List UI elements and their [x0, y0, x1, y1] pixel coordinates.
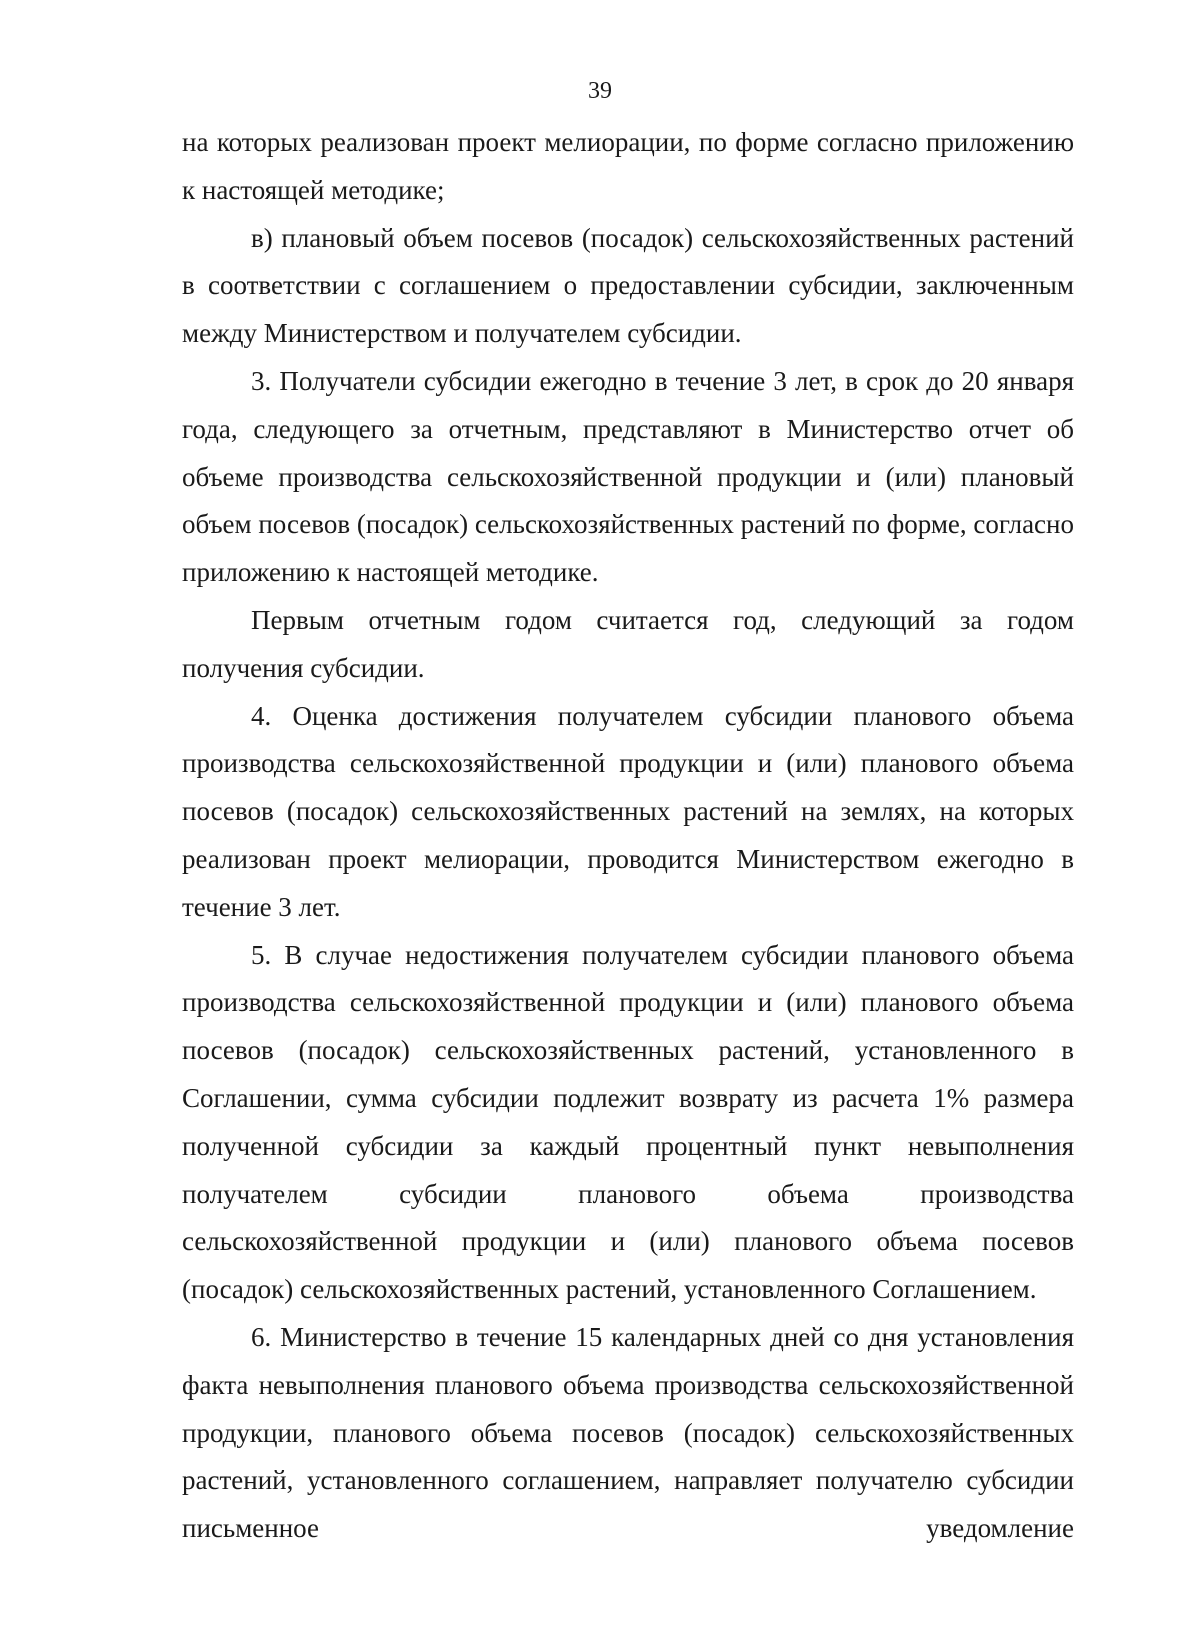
document-body: [182, 119, 1074, 1553]
paragraph-3: 3. Получатели субсидии ежегодно в течение 3 лет, в срок до 20 января года, следующего за отчетным, представляют в Министерство отчет об объеме производства сельскохозяйственной продукции и (или) плановый объем посевов (посадок) сельскохозяйственных растений по форме, согласно приложению к настоящей методике.: [182, 365, 1074, 588]
paragraph-6: 6. Министерство в течение 15 календарных дней со дня установления факта невыполнения планового объема производства сельскохозяйственной продукции, планового объема посевов (посадок) сельскохозяйственных растений, установленного соглашением, направляет получателю субсидии письменное уведомление: [182, 1321, 1074, 1544]
paragraph-5: 5. В случае недостижения получателем субсидии планового объема производства сельскохозяйственной продукции и (или) планового объема посевов (посадок) сельскохозяйственных растений, установленного в Соглашении, сумма субсидии подлежит возврату из расчета 1% размера полученной субсидии за каждый процентный пункт невыполнения получателем субсидии планового объема производства сельскохозяйственной продукции и (или) планового объема посевов (посадок) сельскохозяйственных растений, установленного Соглашением.: [182, 939, 1074, 1305]
paragraph-first-reporting-year: Первым отчетным годом считается год, следующий за годом получения субсидии.: [182, 604, 1074, 683]
paragraph-4: 4. Оценка достижения получателем субсидии планового объема производства сельскохозяйственной продукции и (или) планового объема посевов (посадок) сельскохозяйственных растений на землях, на которых реализован проект мелиорации, проводится Министерством ежегодно в течение 3 лет.: [182, 700, 1074, 922]
paragraph-item-v: в) плановый объем посевов (посадок) сельскохозяйственных растений в соответствии с соглашением о предоставлении субсидии, заключенным между Министерством и получателем субсидии.: [182, 222, 1074, 349]
page-number: 39: [588, 78, 612, 104]
paragraph-continuation: на которых реализован проект мелиорации, по форме согласно приложению к настоящей методике;: [182, 127, 1074, 205]
